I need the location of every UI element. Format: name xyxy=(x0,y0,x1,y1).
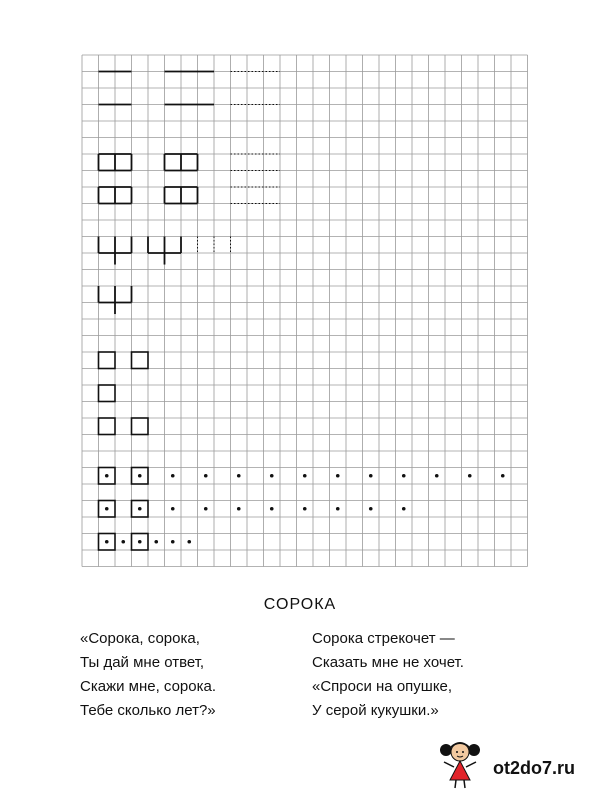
pattern-square xyxy=(99,418,116,435)
pattern-dot xyxy=(154,540,158,544)
poem-right-stanza xyxy=(312,627,464,723)
pattern-dot xyxy=(171,507,175,511)
poem-line: Сказать мне не хочет. xyxy=(312,654,464,671)
poem-line: «Сорока, сорока, xyxy=(80,630,200,647)
poem-left-stanza xyxy=(80,627,216,723)
pattern-dot xyxy=(468,474,472,478)
poem-line: У серой кукушки.» xyxy=(312,702,439,719)
pattern-dot xyxy=(105,540,109,544)
pattern-dot xyxy=(402,507,406,511)
pattern-dot xyxy=(138,540,142,544)
pattern-dot xyxy=(402,474,406,478)
pattern-dot xyxy=(303,507,307,511)
pattern-dot xyxy=(435,474,439,478)
pattern-square xyxy=(132,418,149,435)
pattern-dot xyxy=(121,540,125,544)
pattern-dot xyxy=(138,474,142,478)
pattern-square xyxy=(99,352,116,369)
poem-line: «Спроси на опушке, xyxy=(312,678,453,695)
poem-title: СОРОКА xyxy=(263,596,337,613)
pattern-dot xyxy=(171,474,175,478)
pattern-dot xyxy=(369,507,373,511)
poem-line: Тебе сколько лет?» xyxy=(80,702,216,719)
pattern-dot xyxy=(237,474,241,478)
pattern-dot xyxy=(369,474,373,478)
poem-line: Ты дай мне ответ, xyxy=(80,654,205,671)
pattern-dot xyxy=(501,474,505,478)
pattern-dot xyxy=(270,474,274,478)
poem-line: Скажи мне, сорока. xyxy=(80,678,217,695)
pattern-dot xyxy=(105,507,109,511)
pattern-square xyxy=(99,385,116,402)
pattern-dot xyxy=(204,474,208,478)
pattern-dot xyxy=(187,540,191,544)
pattern-dot xyxy=(270,507,274,511)
pattern-dot xyxy=(204,507,208,511)
watermark-text: ot2do7.ru xyxy=(493,758,576,778)
poem-line: Сорока стрекочет — xyxy=(312,630,455,647)
pattern-dot xyxy=(336,507,340,511)
pattern-dot xyxy=(138,507,142,511)
pattern-dot xyxy=(336,474,340,478)
girl-mascot-icon xyxy=(436,738,484,790)
pattern-dot xyxy=(237,507,241,511)
pattern-square xyxy=(132,352,149,369)
pattern-dot xyxy=(105,474,109,478)
pattern-dot xyxy=(171,540,175,544)
pattern-dot xyxy=(303,474,307,478)
